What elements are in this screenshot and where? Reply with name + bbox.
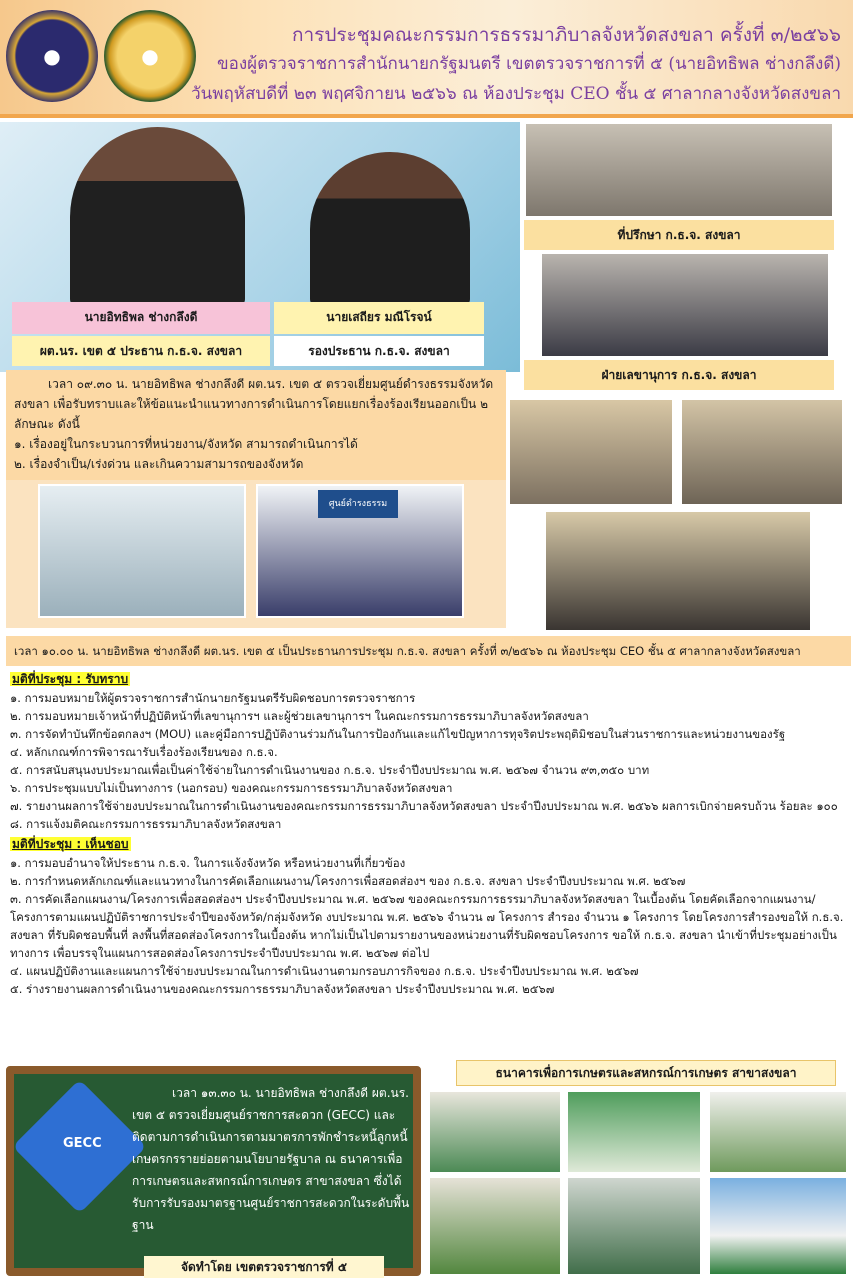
vice-role: รองประธาน ก.ธ.จ. สงขลา (274, 336, 484, 366)
bank-photo-1 (428, 1090, 562, 1174)
approve-item: ๒. การกำหนดหลักเกณฑ์และแนวทางในการคัดเลือกแผนงาน/โครงการเพื่อสอดส่องฯ ของ ก.ธ.จ. สงขลา ประจำปีงบประมาณ พ.ศ. ๒๕๖๗ (10, 874, 686, 888)
meeting-group-photo (544, 510, 812, 632)
ack-item: ๔. หลักเกณฑ์การพิจารณารับเรื่องร้องเรียนของ ก.ธ.จ. (10, 745, 278, 759)
approve-item: ๔. แผนปฏิบัติงานและแผนการใช้จ่ายงบประมาณในการดำเนินงานตามกรอบภารกิจของ ก.ธ.จ. ประจำปีงบประมาณ พ.ศ. ๒๕๖๗ (10, 964, 639, 978)
bank-title: ธนาคารเพื่อการเกษตรและสหกรณ์การเกษตร สาขาสงขลา (456, 1060, 836, 1086)
header-title: การประชุมคณะกรรมการธรรมาภิบาลจังหวัดสงขลา ครั้งที่ ๓/๒๕๖๖ (291, 24, 841, 46)
approve-title: มติที่ประชุม : เห็นชอบ (12, 837, 129, 851)
bank-photo-3 (708, 1090, 848, 1174)
ack-title: มติที่ประชุม : รับทราบ (12, 672, 129, 686)
visit-item-1: ๑. เรื่องอยู่ในกระบวนการที่หน่วยงาน/จังหวัด สามารถดำเนินการได้ (14, 437, 358, 451)
visit-paragraph: เวลา ๐๙.๓๐ น. นายอิทธิพล ช่างกลึงดี ผต.นร. เขต ๕ ตรวจเยี่ยมศูนย์ดำรงธรรมจังหวัดสงขลา เพื่อรับทราบและให้ข้อแนะนำแนวทางการดำเนินการโดยแยกเรื่องร้องเรียนออกเป็น ๒ ลักษณะ ดังนี้ (14, 377, 494, 431)
advisors-photo (524, 122, 834, 218)
ack-item: ๒. การมอบหมายเจ้าหน้าที่ปฏิบัติหน้าที่เลขานุการฯ และผู้ช่วยเลขานุการฯ ในคณะกรรมการธรรมาภิบาลจังหวัดสงขลา (10, 709, 589, 723)
officials-photo (0, 122, 520, 372)
visit-photo-1 (38, 484, 246, 618)
gecc-chalkboard (6, 1066, 421, 1276)
center-sign: ศูนย์ดำรงธรรม (318, 490, 398, 518)
bank-photo-2 (566, 1090, 702, 1174)
approve-list (10, 854, 848, 998)
ack-item: ๗. รายงานผลการใช้จ่ายงบประมาณในการดำเนินงานของคณะกรรมการธรรมาภิบาลจังหวัดสงขลา ประจำปีงบประมาณ พ.ศ. ๒๕๖๖ ผลการเบิกจ่ายครบถ้วน ร้อยละ ๑๐๐ (10, 799, 838, 813)
province-seal-icon: ● (6, 10, 98, 102)
ack-list (10, 689, 848, 833)
meeting-photo-1 (508, 398, 674, 506)
bank-branch-photo (708, 1176, 848, 1276)
ack-item: ๘. การแจ้งมติคณะกรรมการธรรมาภิบาลจังหวัดสงขลา (10, 817, 282, 831)
ack-item: ๑. การมอบหมายให้ผู้ตรวจราชการสำนักนายกรัฐมนตรีรับผิดชอบการตรวจราชการ (10, 691, 416, 705)
chair-name: นายอิทธิพล ช่างกลึงดี (12, 302, 270, 334)
header-date: วันพฤหัสบดีที่ ๒๓ พฤศจิกายน ๒๕๖๖ ณ ห้องประชุม CEO ชั้น ๕ ศาลากลางจังหวัดสงขลา (191, 84, 841, 104)
visit-photo-2 (256, 484, 464, 618)
meeting-intro: เวลา ๑๐.๐๐ น. นายอิทธิพล ช่างกลึงดี ผต.นร. เขต ๕ เป็นประธานการประชุม ก.ธ.จ. สงขลา ครั้งที่ ๓/๒๕๖๖ ณ ห้องประชุม CEO ชั้น ๕ ศาลากลางจังหวัดสงขลา (6, 636, 851, 666)
meeting-photo-2 (680, 398, 844, 506)
header-banner (0, 0, 853, 118)
visit-photo-panel (6, 480, 506, 628)
bank-photo-4 (428, 1176, 562, 1276)
chair-portrait (70, 127, 245, 307)
ack-item: ๖. การประชุมแบบไม่เป็นทางการ (นอกรอบ) ของคณะกรรมการธรรมาภิบาลจังหวัดสงขลา (10, 781, 453, 795)
vice-name: นายเสถียร มณีโรจน์ (274, 302, 484, 334)
header-subtitle: ของผู้ตรวจราชการสำนักนายกรัฐมนตรี เขตตรวจราชการที่ ๕ (นายอิทธิพล ช่างกลึงดี) (217, 54, 841, 74)
visit-panel (6, 370, 506, 480)
ack-item: ๕. การสนับสนุนงบประมาณเพื่อเป็นค่าใช้จ่ายในการดำเนินงานของ ก.ธ.จ. ประจำปีงบประมาณ พ.ศ. ๒๕๖๗ จำนวน ๙๓,๓๕๐ บาท (10, 763, 650, 777)
ack-item: ๓. การจัดทำบันทึกข้อตกลงฯ (MOU) และคู่มือการปฏิบัติงานร่วมกันในการป้องกันและแก้ไขปัญหาการทุจริตประพฤติมิชอบในส่วนราชการและหน่วยงานของรัฐ (10, 727, 786, 741)
approve-item: ๑. การมอบอำนาจให้ประธาน ก.ธ.จ. ในการแจ้งจังหวัด หรือหน่วยงานที่เกี่ยวข้อง (10, 856, 406, 870)
songkhla-seal-icon: ● (104, 10, 196, 102)
secretariat-photo (540, 252, 830, 358)
gecc-logo-icon (12, 1079, 146, 1213)
secretariat-label: ฝ่ายเลขานุการ ก.ธ.จ. สงขลา (524, 360, 834, 390)
gecc-logo-text: GECC (63, 1136, 102, 1152)
visit-item-2: ๒. เรื่องจำเป็น/เร่งด่วน และเกินความสามารถของจังหวัด (14, 457, 304, 471)
approve-item: ๕. ร่างรายงานผลการดำเนินงานของคณะกรรมการธรรมาภิบาลจังหวัดสงขลา ประจำปีงบประมาณ พ.ศ. ๒๕๖๗ (10, 982, 555, 996)
chair-role: ผต.นร. เขต ๕ ประธาน ก.ธ.จ. สงขลา (12, 336, 270, 366)
approve-item: ๓. การคัดเลือกแผนงาน/โครงการเพื่อสอดส่องฯ ประจำปีงบประมาณ พ.ศ. ๒๕๖๗ ของคณะกรรมการธรรมาภิบาลจังหวัดสงขลา ในเบื้องต้น โดยคัดเลือกจากแผนงาน/โครงการตามแผนปฏิบัติราชการประจำปีของจังหวัด/กลุ่มจังหวัด งบประมาณ พ.ศ. ๒๕๖๖ จำนวน ๗ โครงการ สำรอง จำนวน ๑ โครงการ โดยโครงการสำรองขอให้ ก.ธ.จ. สงขลา ที่รับผิดชอบพื้นที่ ลงพื้นที่สอดส่องโครงการในเบื้องต้น หากไม่เป็นไปตามรายงานของหน่วยงานที่รับผิดชอบโครงการ ขอให้ ก.ธ.จ. สงขลา นำเข้าที่ประชุมอย่างเป็นทางการ เพื่อบรรจุในแผนการสอดส่องโครงการประจำปีงบประมาณ พ.ศ. ๒๕๖๗ ต่อไป (10, 892, 844, 960)
vice-portrait (310, 152, 470, 307)
advisors-label: ที่ปรึกษา ก.ธ.จ. สงขลา (524, 220, 834, 250)
footer-credit: จัดทำโดย เขตตรวจราชการที่ ๕ (144, 1256, 384, 1278)
bank-photo-5 (566, 1176, 702, 1276)
resolutions (10, 670, 848, 998)
gecc-paragraph: เวลา ๑๓.๓๐ น. นายอิทธิพล ช่างกลึงดี ผต.นร. เขต ๕ ตรวจเยี่ยมศูนย์ราชการสะดวก (GECC) และติดตามการดำเนินการตามมาตรการพักชำระหนี้ลูกหนี้เกษตรกรรายย่อยตามนโยบายรัฐบาล ณ ธนาคารเพื่อการเกษตรและสหกรณ์การเกษตร สาขาสงขลา ซึ่งได้รับการรับรองมาตรฐานศูนย์ราชการสะดวกในระดับพื้นฐาน (132, 1086, 410, 1232)
